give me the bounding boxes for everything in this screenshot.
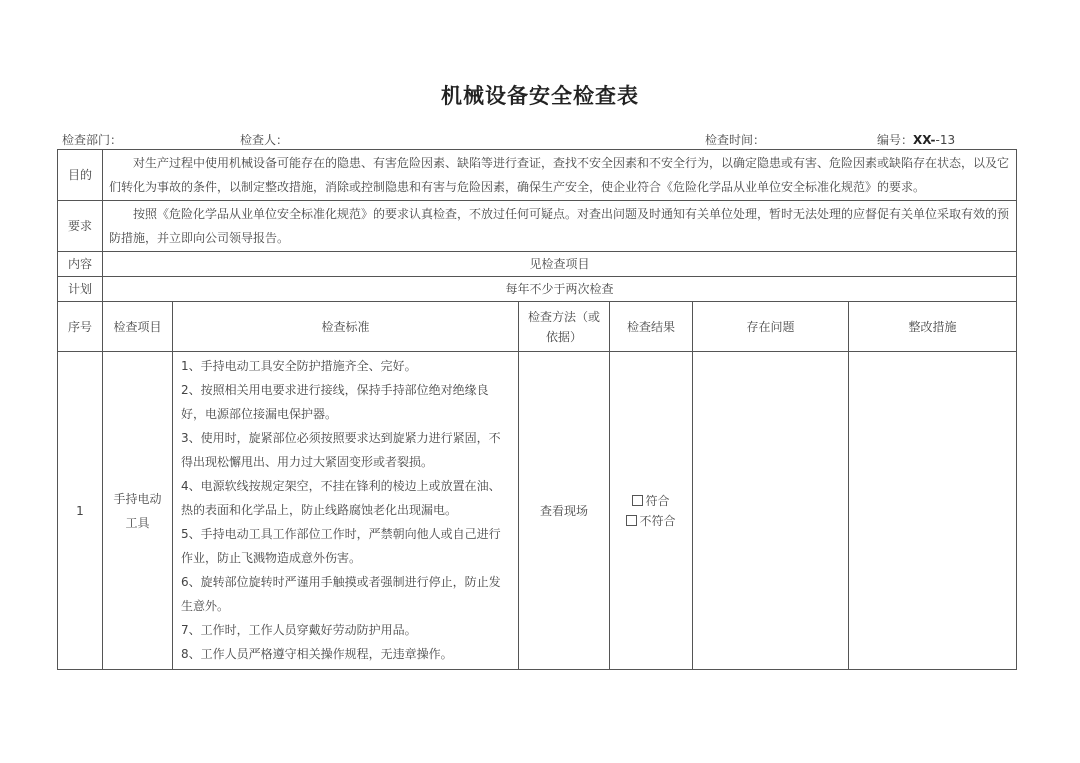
standard-item: 8、工作人员严格遵守相关操作规程，无违章操作。 bbox=[181, 647, 453, 661]
header-no: 序号 bbox=[58, 302, 103, 352]
checkbox-pass[interactable] bbox=[632, 495, 643, 506]
standard-item: 1、手持电动工具安全防护措施齐全、完好。 bbox=[181, 359, 417, 373]
purpose-label: 目的 bbox=[58, 150, 103, 201]
checkbox-fail[interactable] bbox=[626, 515, 637, 526]
plan-row bbox=[58, 277, 1017, 302]
require-row bbox=[58, 201, 1017, 252]
standards-list bbox=[173, 352, 519, 670]
standard-item: 6、旋转部位旋转时严谨用手触摸或者强制进行停止，防止发生意外。 bbox=[181, 575, 501, 613]
header-row bbox=[58, 302, 1017, 352]
measure-cell[interactable] bbox=[849, 352, 1017, 670]
header-problem: 存在问题 bbox=[693, 302, 849, 352]
dept-label: 检查部门： bbox=[62, 133, 123, 147]
content-text: 见检查项目 bbox=[103, 252, 1017, 277]
standard-item: 5、手持电动工具工作部位工作时，严禁朝向他人或自己进行作业，防止飞溅物造成意外伤害。 bbox=[181, 527, 501, 565]
content-label: 内容 bbox=[58, 252, 103, 277]
standard-item: 4、电源软线按规定架空，不挂在锋利的棱边上或放置在油、热的表面和化学品上，防止线路腐蚀老化出现漏电。 bbox=[181, 479, 501, 517]
header-standard: 检查标准 bbox=[173, 302, 519, 352]
content-row bbox=[58, 252, 1017, 277]
table-row bbox=[58, 352, 1017, 670]
header-method: 检查方法（或依据） bbox=[519, 302, 610, 352]
result-option-pass[interactable] bbox=[610, 491, 692, 511]
require-label: 要求 bbox=[58, 201, 103, 252]
problem-cell[interactable] bbox=[693, 352, 849, 670]
code-label: 编号： bbox=[877, 133, 914, 147]
header-result: 检查结果 bbox=[610, 302, 693, 352]
standard-item: 7、工作时，工作人员穿戴好劳动防护用品。 bbox=[181, 623, 417, 637]
standard-item: 2、按照相关用电要求进行接线，保持手持部位绝对绝缘良好，电源部位接漏电保护器。 bbox=[181, 383, 489, 421]
form-title: 机械设备安全检查表 bbox=[441, 84, 639, 108]
result-cell bbox=[610, 352, 693, 670]
code-value-rest: -13 bbox=[935, 133, 956, 147]
row-no: 1 bbox=[58, 352, 103, 670]
form-code bbox=[877, 131, 955, 148]
row-method: 查看现场 bbox=[519, 352, 610, 670]
standard-item: 3、使用时，旋紧部位必须按照要求达到旋紧力进行紧固，不得出现松懈甩出、用力过大紧固变形或者裂损。 bbox=[181, 431, 501, 469]
header-item: 检查项目 bbox=[103, 302, 173, 352]
plan-text: 每年不少于两次检查 bbox=[103, 277, 1017, 302]
inspector-label: 检查人： bbox=[240, 133, 289, 147]
purpose-row bbox=[58, 150, 1017, 201]
result-fail-label: 不符合 bbox=[639, 513, 676, 528]
result-option-fail[interactable] bbox=[610, 511, 692, 531]
result-pass-label: 符合 bbox=[645, 493, 670, 508]
plan-label: 计划 bbox=[58, 277, 103, 302]
inspection-table bbox=[57, 149, 1017, 670]
require-text: 按照《危险化学品从业单位安全标准化规范》的要求认真检查，不放过任何可疑点。对查出问题及时通知有关单位处理，暂时无法处理的应督促有关单位采取有效的预防措施，并立即向公司领导报告。 bbox=[103, 201, 1017, 252]
time-label: 检查时间： bbox=[705, 133, 766, 147]
row-item: 手持电动工具 bbox=[103, 352, 173, 670]
purpose-text: 对生产过程中使用机械设备可能存在的隐患、有害危险因素、缺陷等进行查证，查找不安全因素和不安全行为，以确定隐患或有害、危险因素或缺陷存在状态，以及它们转化为事故的条件，以制定整改措施，消除或控制隐患和有害与危险因素，确保生产安全，使企业符合《危险化学品从业单位安全标准化规范》的要求。 bbox=[103, 150, 1017, 201]
header-measure: 整改措施 bbox=[849, 302, 1017, 352]
code-value-bold: XX- bbox=[913, 133, 936, 147]
